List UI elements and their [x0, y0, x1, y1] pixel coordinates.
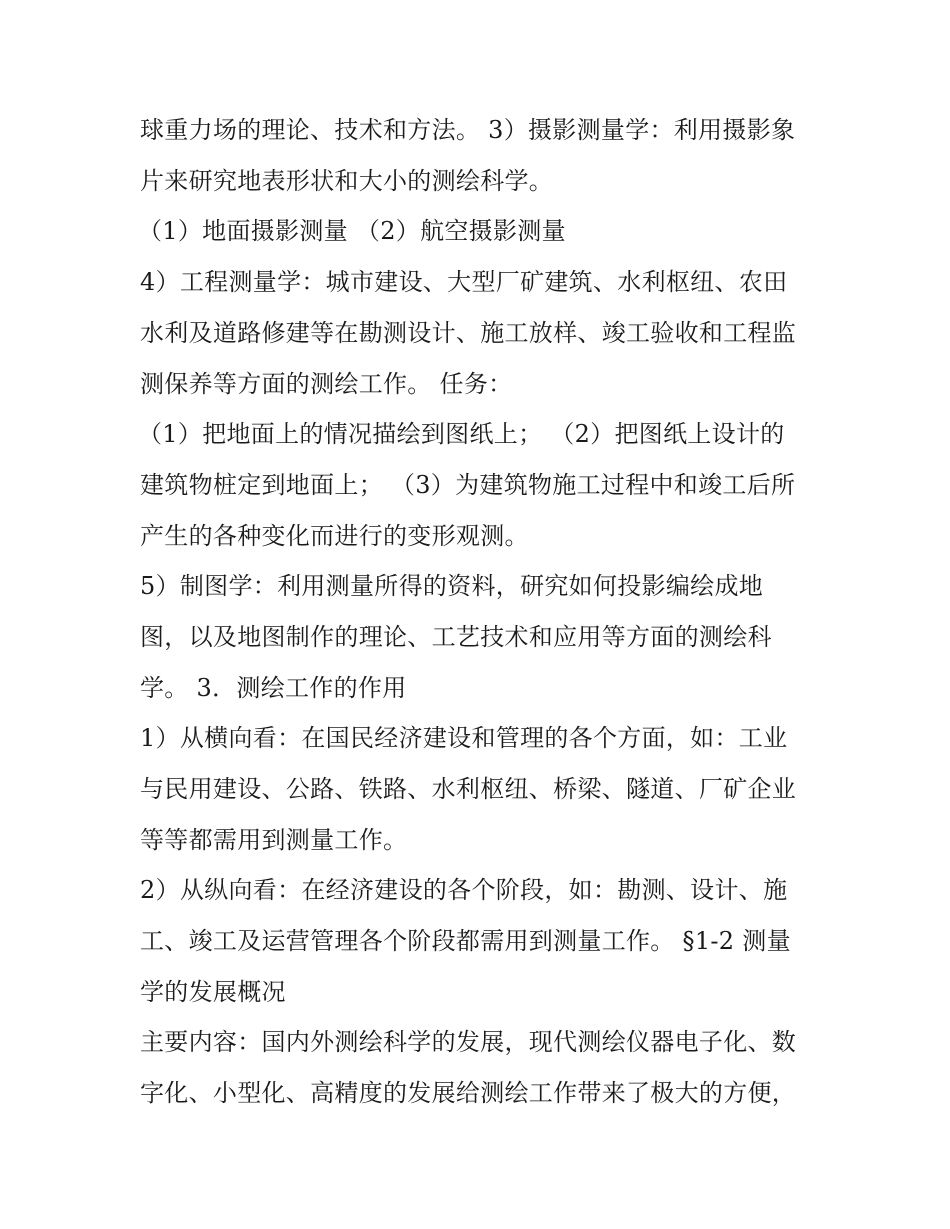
text-line: 工、竣工及运营管理各个阶段都需用到测量工作。 §1-2 测量 — [140, 927, 791, 955]
text-line: 主要内容：国内外测绘科学的发展，现代测绘仪器电子化、数 — [140, 1028, 797, 1056]
text-line: 与民用建设、公路、铁路、水利枢纽、桥梁、隧道、厂矿企业 — [140, 775, 797, 803]
text-line: 字化、小型化、高精度的发展给测绘工作带来了极大的方便， — [140, 1079, 797, 1107]
text-line: 4）工程测量学：城市建设、大型厂矿建筑、水利枢纽、农田 — [140, 268, 788, 296]
text-line: 5）制图学：利用测量所得的资料，研究如何投影编绘成地 — [140, 572, 764, 600]
text-line: 片来研究地表形状和大小的测绘科学。 — [140, 167, 554, 195]
text-line: 图，以及地图制作的理论、工艺技术和应用等方面的测绘科 — [140, 623, 772, 651]
text-line: 学。 3．测绘工作的作用 — [140, 674, 407, 702]
text-line: 1）从横向看：在国民经济建设和管理的各个方面，如：工业 — [140, 724, 788, 752]
text-line: （1）地面摄影测量 （2）航空摄影测量 — [138, 217, 566, 245]
text-line: 学的发展概况 — [140, 978, 286, 1006]
text-line: 球重力场的理论、技术和方法。 3）摄影测量学：利用摄影象 — [140, 116, 796, 144]
text-line: 水利及道路修建等在勘测设计、施工放样、竣工验收和工程监 — [140, 319, 797, 347]
text-line: 建筑物桩定到地面上； （3）为建筑物施工过程中和竣工后所 — [140, 471, 796, 499]
text-line: （1）把地面上的情况描绘到图纸上； （2）把图纸上设计的 — [138, 420, 785, 448]
text-line: 测保养等方面的测绘工作。 任务： — [140, 370, 513, 398]
text-line: 等等都需用到测量工作。 — [140, 826, 408, 854]
text-line: 2）从纵向看：在经济建设的各个阶段，如：勘测、设计、施 — [140, 876, 788, 904]
text-line: 产生的各种变化而进行的变形观测。 — [140, 522, 529, 550]
